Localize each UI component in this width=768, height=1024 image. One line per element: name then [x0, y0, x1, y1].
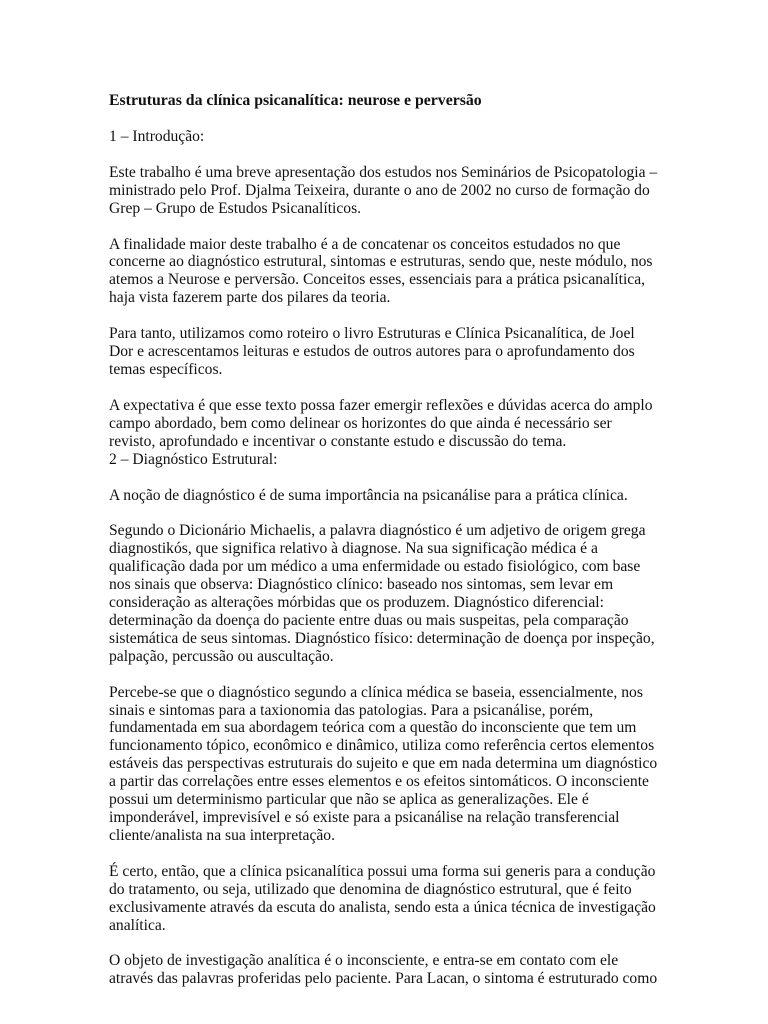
paragraph-2: A finalidade maior deste trabalho é a de concatenar os conceitos estudados no que concerne ao diagnóstico estrutural, sintomas e estruturas, sendo que, neste módulo, nos atemos a Neurose e perversão. Conceitos esses, essenciais para a prática psicanalítica, haja vista fazerem parte dos pilares da teoria. — [109, 235, 653, 307]
document-title: Estruturas da clínica psicanalítica: neurose e perversão — [109, 92, 482, 109]
document-page — [109, 92, 661, 1006]
paragraph-1: Este trabalho é uma breve apresentação dos estudos nos Seminários de Psicopatologia – ministrado pelo Prof. Djalma Teixeira, durante o ano de 2002 no curso de formação do Grep – Grupo de Estudos Psicanalíticos. — [109, 163, 658, 217]
paragraph-4: A expectativa é que esse texto possa fazer emergir reflexões e dúvidas acerca do amplo campo abordado, bem como delinear os horizontes do que ainda é necessário ser revisto, aprofundado e incentivar o constante estudo e discussão do tema. — [109, 396, 653, 450]
paragraph-3: Para tanto, utilizamos como roteiro o livro Estruturas e Clínica Psicanalítica, de Joel Dor e acrescentamos leituras e estudos de outros autores para o aprofundamento dos temas específicos. — [109, 325, 635, 378]
paragraph-8: É certo, então, que a clínica psicanalítica possui uma forma sui generis para a condução do tratamento, ou seja, utilizado que denomina de diagnóstico estrutural, que é feito exclusivamente através da escuta do analista, sendo esta a única técnica de investigação analítica. — [109, 862, 656, 934]
paragraph-6: Segundo o Dicionário Michaelis, a palavra diagnóstico é um adjetivo de origem grega diagnostikós, que significa relativo à diagnose. Na sua significação médica é a qualificação dada por um médico a uma enfermidade ou estado fisiológico, com base nos sinais que observa: Diagnóstico clínico: baseado nos sintomas, sem levar em consideração as alterações mórbidas que os produzem. Diagnóstico diferencial: determinação da doença do paciente entre duas ou mais suspeitas, pela comparação sistemática de seus sintomas. Diagnóstico físico: determinação de doença por inspeção, palpação, percussão ou auscultação. — [109, 522, 655, 665]
paragraph-9: O objeto de investigação analítica é o inconsciente, e entra-se em contato com ele através das palavras proferidas pelo paciente. Para Lacan, o sintoma é estruturado como — [109, 952, 658, 988]
section-heading-introduction: 1 – Introdução: — [109, 127, 205, 145]
paragraph-7: Percebe-se que o diagnóstico segundo a clínica médica se baseia, essencialmente, nos sinais e sintomas para a taxionomia das patologias. Para a psicanálise, porém, fundamentada em sua abordagem teórica com a questão do inconsciente que tem um funcionamento tópico, econômico e dinâmico, utiliza como referência certos elementos estáveis das perspectivas estruturais do sujeito e que em nada determina um diagnóstico a partir das correlações entre esses elementos e os efeitos sintomáticos. O inconsciente possui um determinismo particular que não se aplica as generalizações. Ele é imponderável, imprevisível e só existe para a psicanálise na relação transferencial cliente/analista na sua interpretação. — [109, 683, 658, 844]
paragraph-5: A noção de diagnóstico é de suma importância na psicanálise para a prática clínica. — [109, 486, 628, 504]
section-heading-structural-diagnosis: 2 – Diagnóstico Estrutural: — [109, 450, 278, 468]
